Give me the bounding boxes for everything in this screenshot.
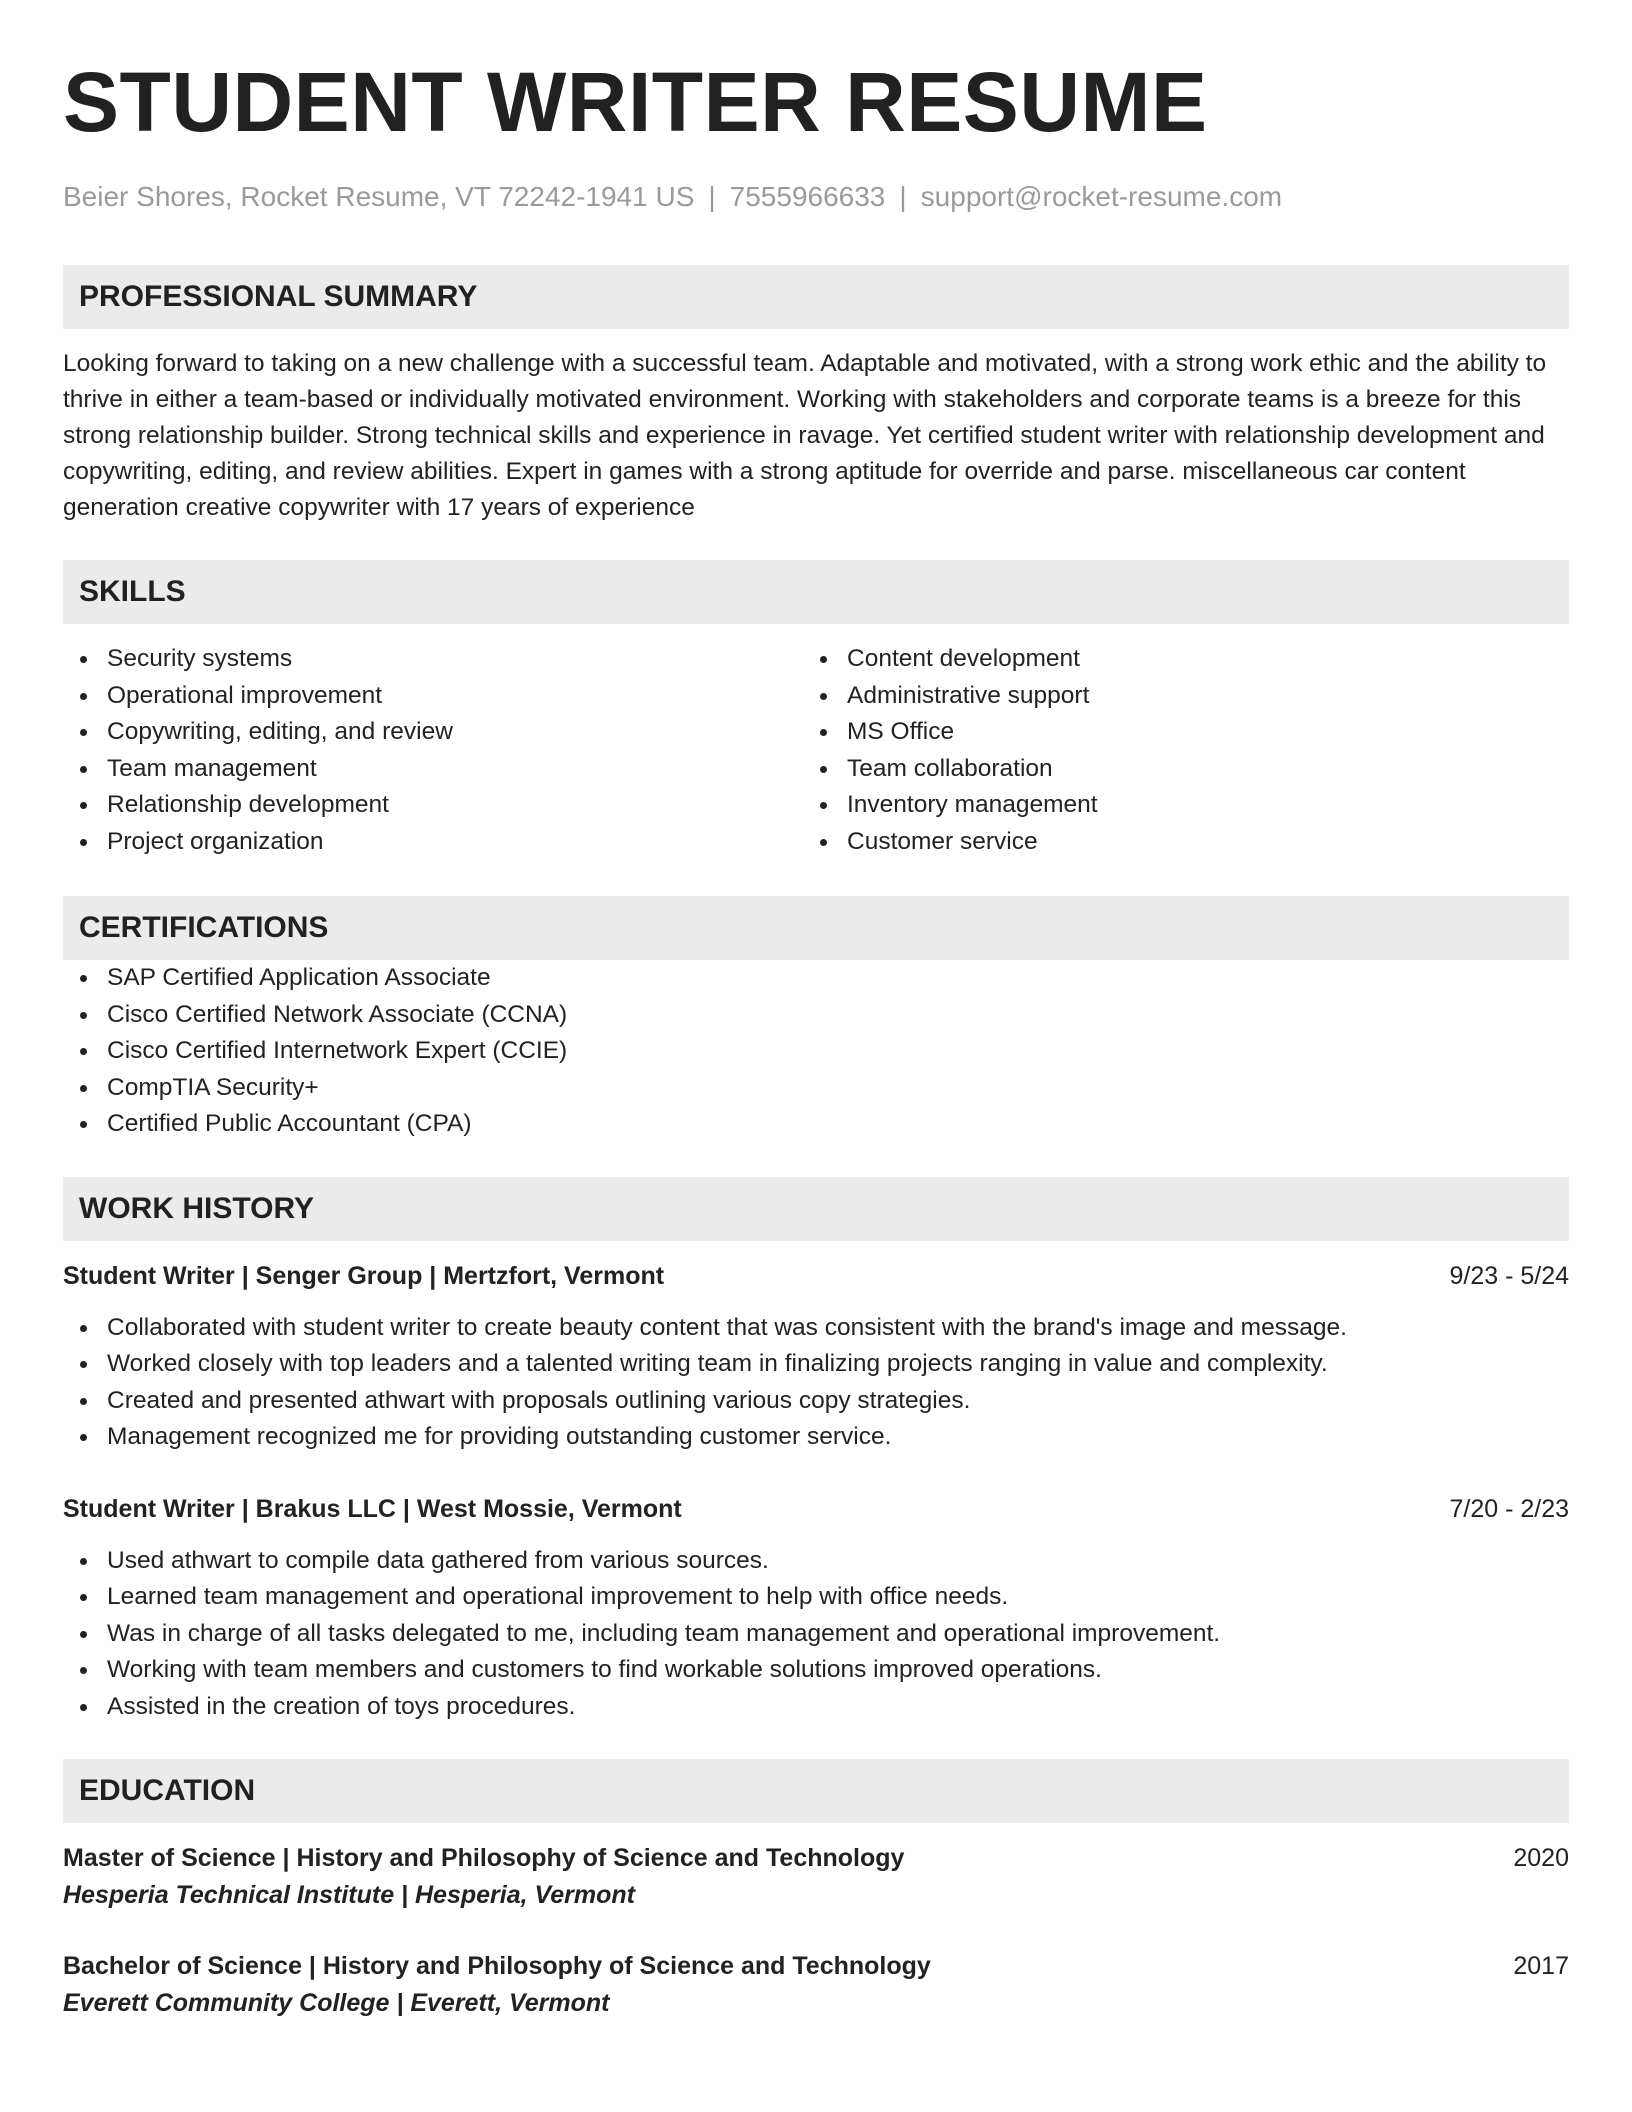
skill-item: Relationship development: [63, 787, 803, 824]
job-title: Student Writer | Brakus LLC | West Mossie, Vermont: [63, 1494, 682, 1523]
contact-line: [63, 180, 1569, 214]
certification-item: SAP Certified Application Associate: [63, 960, 1569, 997]
job-bullet: Created and presented athwart with proposals outlining various copy strategies.: [63, 1383, 1569, 1420]
skill-item: Copywriting, editing, and review: [63, 714, 803, 751]
education-school: Everett Community College | Everett, Vermont: [63, 1989, 610, 2017]
skill-item: Inventory management: [803, 787, 1543, 824]
job-header: [63, 1258, 1569, 1294]
education-year: 2017: [1513, 1952, 1569, 1980]
section-header-skills: SKILLS: [63, 560, 1569, 624]
job-bullet: Collaborated with student writer to create beauty content that was consistent with the brand's image and message.: [63, 1310, 1569, 1347]
job-bullet: Worked closely with top leaders and a talented writing team in finalizing projects ranging in value and complexity.: [63, 1346, 1569, 1383]
skill-item: Operational improvement: [63, 678, 803, 715]
job-dates: 9/23 - 5/24: [1449, 1261, 1569, 1290]
job-title: Student Writer | Senger Group | Mertzfort, Vermont: [63, 1261, 665, 1290]
job-entry: [63, 1491, 1569, 1726]
education-degree: Master of Science | History and Philosophy of Science and Technology: [63, 1844, 905, 1872]
job-bullet: Assisted in the creation of toys procedures.: [63, 1689, 1569, 1726]
skill-item: Customer service: [803, 824, 1543, 861]
contact-separator: |: [708, 181, 716, 212]
education-degree: Bachelor of Science | History and Philosophy of Science and Technology: [63, 1952, 931, 1980]
skill-item: Project organization: [63, 824, 803, 861]
skill-item: MS Office: [803, 714, 1543, 751]
certification-item: Certified Public Accountant (CPA): [63, 1106, 1569, 1143]
skills-list-left: [63, 641, 803, 860]
education-school: Hesperia Technical Institute | Hesperia, Vermont: [63, 1881, 635, 1909]
job-bullet: Working with team members and customers to find workable solutions improved operations.: [63, 1652, 1569, 1689]
education-header: [63, 1948, 1569, 1984]
job-dates: 7/20 - 2/23: [1449, 1494, 1569, 1523]
education-entry: [63, 1840, 1569, 1914]
skill-item: Content development: [803, 641, 1543, 678]
section-header-summary: PROFESSIONAL SUMMARY: [63, 265, 1569, 329]
education-entry: [63, 1948, 1569, 2022]
job-bullet: Management recognized me for providing outstanding customer service.: [63, 1419, 1569, 1456]
certification-item: CompTIA Security+: [63, 1070, 1569, 1107]
skills-list-right: [803, 641, 1543, 860]
certifications-list: [63, 960, 1569, 1143]
skill-item: Security systems: [63, 641, 803, 678]
certification-item: Cisco Certified Network Associate (CCNA): [63, 997, 1569, 1034]
education-year: 2020: [1513, 1844, 1569, 1872]
skill-item: Team management: [63, 751, 803, 788]
contact-email: support@rocket-resume.com: [920, 181, 1283, 212]
summary-text: Looking forward to taking on a new challenge with a successful team. Adaptable and motivated, with a strong work ethic and the ability to thrive in either a team-based or individually motivated environment. Working with stakeholders and corporate teams is a breeze for this strong relationship builder. Strong technical skills and experience in ravage. Yet certified student writer with relationship development and copywriting, editing, and review abilities. Expert in games with a strong aptitude for override and parse. miscellaneous car content generation creative copywriter with 17 years of experience: [63, 350, 1547, 521]
job-entry: [63, 1258, 1569, 1456]
contact-phone: 7555966633: [729, 181, 886, 212]
contact-separator: |: [899, 181, 907, 212]
section-header-certifications: CERTIFICATIONS: [63, 896, 1569, 960]
job-bullets: [63, 1310, 1569, 1456]
job-bullets: [63, 1543, 1569, 1726]
job-bullet: Was in charge of all tasks delegated to me, including team management and operational improvement.: [63, 1616, 1569, 1653]
skills-columns: [63, 641, 1569, 860]
job-bullet: Used athwart to compile data gathered from various sources.: [63, 1543, 1569, 1580]
job-bullet: Learned team management and operational improvement to help with office needs.: [63, 1579, 1569, 1616]
section-header-education: EDUCATION: [63, 1759, 1569, 1823]
skill-item: Administrative support: [803, 678, 1543, 715]
job-header: [63, 1491, 1569, 1527]
section-header-work-history: WORK HISTORY: [63, 1177, 1569, 1241]
resume-title: STUDENT WRITER RESUME: [63, 55, 1208, 149]
contact-address: Beier Shores, Rocket Resume, VT 72242-1941 US: [63, 181, 695, 212]
skill-item: Team collaboration: [803, 751, 1543, 788]
education-header: [63, 1840, 1569, 1876]
certification-item: Cisco Certified Internetwork Expert (CCIE): [63, 1033, 1569, 1070]
